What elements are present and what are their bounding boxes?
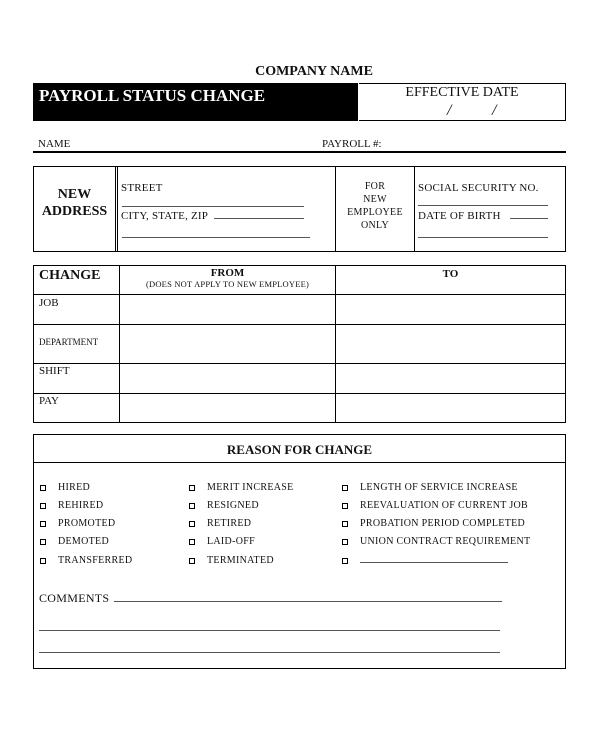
from-header: FROM (210, 267, 245, 279)
job-to-cell[interactable] (336, 295, 565, 324)
checkbox-icon[interactable] (189, 539, 195, 545)
effective-date-label: EFFECTIVE DATE (405, 85, 519, 100)
other-reason-field[interactable] (360, 555, 508, 563)
change-table (33, 265, 566, 423)
street-label: STREET (121, 182, 163, 194)
row-label-department: DEPARTMENT (39, 337, 99, 347)
extra-field[interactable] (418, 228, 548, 238)
option-union-contract[interactable]: UNION CONTRACT REQUIREMENT (342, 536, 530, 547)
checkbox-icon[interactable] (342, 503, 348, 509)
checkbox-icon[interactable] (40, 539, 46, 545)
dob-field[interactable] (510, 209, 548, 219)
row-label-job: JOB (39, 297, 59, 309)
pay-to-cell[interactable] (336, 394, 565, 422)
option-merit-increase[interactable]: MERIT INCREASE (189, 482, 294, 493)
pay-from-cell[interactable] (120, 394, 335, 422)
name-row-rule (33, 151, 566, 153)
checkbox-icon[interactable] (40, 485, 46, 491)
for-new-employee-line3: EMPLOYEE (347, 207, 403, 218)
comments-line-2[interactable] (39, 621, 500, 631)
comments-label: COMMENTS (39, 591, 110, 605)
dob-label: DATE OF BIRTH (418, 210, 501, 222)
option-rehired[interactable]: REHIRED (40, 500, 103, 511)
checkbox-icon[interactable] (189, 503, 195, 509)
for-new-employee-line2: NEW (363, 194, 387, 205)
name-label: NAME (38, 138, 71, 150)
for-new-employee-line4: ONLY (361, 220, 389, 231)
payroll-number-label: PAYROLL #: (322, 138, 382, 150)
change-header: CHANGE (39, 268, 101, 283)
checkbox-icon[interactable] (342, 558, 348, 564)
checkbox-icon[interactable] (342, 485, 348, 491)
row-label-pay: PAY (39, 395, 59, 407)
comments-line-1[interactable] (114, 592, 502, 602)
shift-from-cell[interactable] (120, 364, 335, 393)
new-address-label-line2: ADDRESS (41, 204, 108, 219)
ssn-field[interactable] (418, 196, 548, 206)
reason-section (33, 434, 566, 669)
department-from-cell[interactable] (120, 325, 335, 363)
option-hired[interactable]: HIRED (40, 482, 90, 493)
option-retired[interactable]: RETIRED (189, 518, 251, 529)
option-transferred[interactable]: TRANSFERRED (40, 555, 132, 566)
department-to-cell[interactable] (336, 325, 565, 363)
ssn-label: SOCIAL SECURITY NO. (418, 182, 539, 194)
option-promoted[interactable]: PROMOTED (40, 518, 115, 529)
option-demoted[interactable]: DEMOTED (40, 536, 109, 547)
shift-to-cell[interactable] (336, 364, 565, 393)
date-separator-1: / (447, 102, 452, 119)
checkbox-icon[interactable] (40, 521, 46, 527)
city-state-zip-field[interactable] (214, 209, 304, 219)
row-label-shift: SHIFT (39, 365, 70, 377)
to-header: TO (442, 268, 459, 280)
checkbox-icon[interactable] (40, 558, 46, 564)
option-other[interactable] (342, 555, 508, 566)
date-separator-2: / (492, 102, 497, 119)
for-new-employee-line1: FOR (364, 181, 386, 192)
from-note: (DOES NOT APPLY TO NEW EMPLOYEE) (145, 279, 310, 289)
company-name: COMPANY NAME (255, 64, 373, 79)
new-address-label-line1: NEW (57, 187, 92, 202)
comments-line-3[interactable] (39, 643, 500, 653)
checkbox-icon[interactable] (189, 558, 195, 564)
city-state-zip-label: CITY, STATE, ZIP (121, 210, 209, 222)
option-laid-off[interactable]: LAID-OFF (189, 536, 255, 547)
checkbox-icon[interactable] (189, 521, 195, 527)
option-reevaluation[interactable]: REEVALUATION OF CURRENT JOB (342, 500, 528, 511)
checkbox-icon[interactable] (189, 485, 195, 491)
option-probation-completed[interactable]: PROBATION PERIOD COMPLETED (342, 518, 525, 529)
checkbox-icon[interactable] (342, 539, 348, 545)
option-length-of-service[interactable]: LENGTH OF SERVICE INCREASE (342, 482, 518, 493)
form-title: PAYROLL STATUS CHANGE (33, 83, 358, 121)
new-address-section (33, 166, 566, 252)
option-resigned[interactable]: RESIGNED (189, 500, 259, 511)
address-line-3-field[interactable] (122, 228, 310, 238)
checkbox-icon[interactable] (342, 521, 348, 527)
job-from-cell[interactable] (120, 295, 335, 324)
option-terminated[interactable]: TERMINATED (189, 555, 274, 566)
reason-title: REASON FOR CHANGE (226, 442, 373, 457)
checkbox-icon[interactable] (40, 503, 46, 509)
for-new-employee-cell (335, 167, 415, 251)
street-field[interactable] (122, 197, 304, 207)
new-address-label-cell (34, 167, 116, 251)
effective-date-box[interactable] (359, 83, 566, 121)
